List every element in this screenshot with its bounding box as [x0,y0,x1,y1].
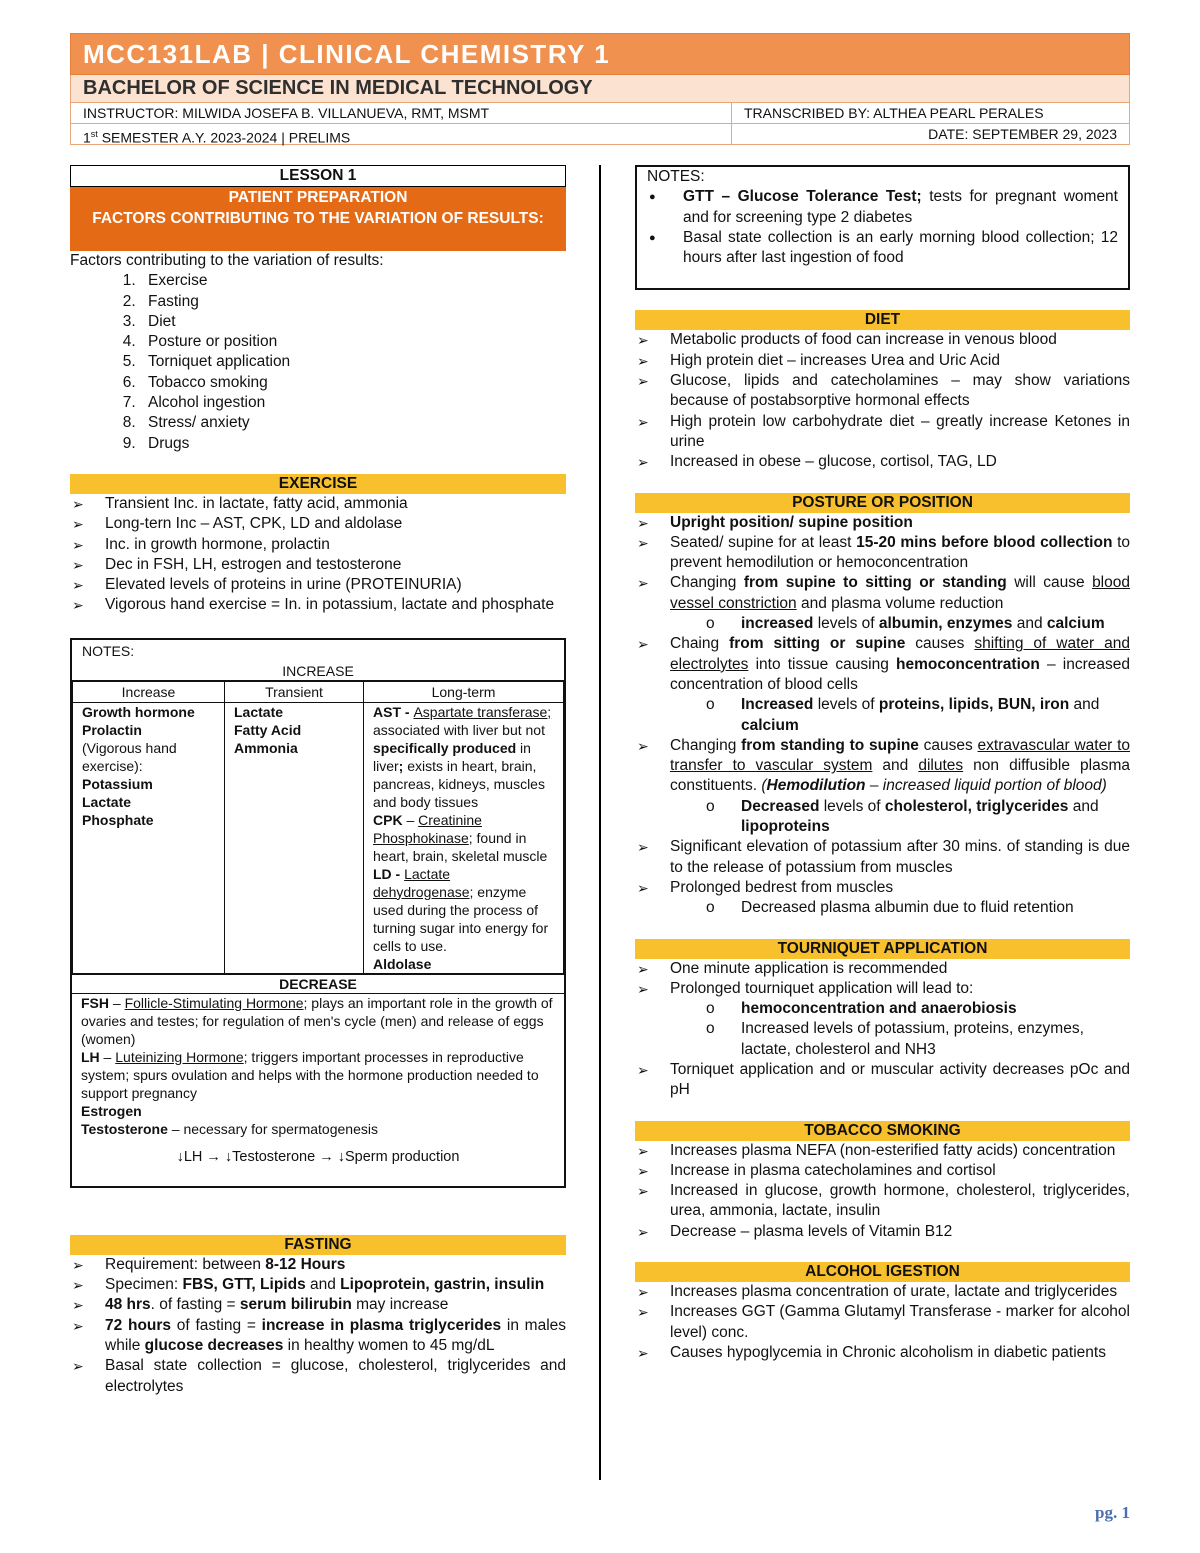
list-item [635,573,1130,614]
item-text: levels of [819,797,885,815]
list-item: 4. Posture or position [140,332,566,352]
list-item: 8. Stress/ anxiety [140,413,566,433]
item-text: dilutes [918,757,964,775]
factors-list [70,271,566,454]
program-title: BACHELOR OF SCIENCE IN MEDICAL TECHNOLOGY [70,75,1130,103]
left-column [70,165,566,1397]
item-text: Requirement: between [105,1255,266,1273]
cell-text: Phosphate [82,811,154,828]
cell-text: Fatty Acid [234,721,302,738]
item-text: Lipoprotein, gastrin, insulin [340,1276,545,1294]
list-item: ➢ Increased in obese – glucose, cortisol, TAG, LD [635,452,1130,472]
list-item: ➢ Causes hypoglycemia in Chronic alcoholism in diabetic patients [635,1343,1130,1363]
list-item: ➢ Glucose, lipids and catecholamines – may show variations because of postabsorptive hormonal effects [635,371,1130,412]
alcohol-heading: ALCOHOL IGESTION [635,1262,1130,1282]
notes-list [647,187,1118,268]
item-text: increased [741,615,814,633]
list-item: 9. Drugs [140,434,566,454]
item-text: extravascular water to transfer to vascular system [670,736,1131,775]
cell-text: LH [81,1048,100,1065]
posture-list-2 [635,634,1130,695]
cell-text: ; plays an important role in the growth of ovaries and testes; for regulation of men's cycle (men) and release of eggs (women) [81,994,553,1047]
cell-text: Creatinine Phosphokinase [373,811,482,846]
spacer [70,454,566,474]
cell-text: AST - [373,703,414,720]
item-text: cholesterol, triglycerides [884,797,1069,815]
list-item: ➢ Increased in glucose, growth hormone, cholesterol, triglycerides, urea, ammonia, lactate, insulin [635,1181,1130,1222]
cell-text: Testosterone [81,1120,168,1137]
cell-text: – [109,994,125,1011]
item-text: levels of [813,615,879,633]
decrease-heading: DECREASE [72,974,564,994]
factors-intro: Factors contributing to the variation of results: [70,252,384,269]
item-text: Changing [670,574,744,592]
glucose-notes-box [635,165,1130,290]
tobacco-list [635,1141,1130,1242]
list-item: 1. Exercise [140,271,566,291]
tourniquet-sublist [635,999,1130,1060]
item-text: shifting of water and electrolytes [670,635,1130,673]
item-text: 8-12 Hours [265,1255,346,1273]
item-text: in healthy women to 45 mg/dL [283,1336,495,1354]
transient-cell [225,702,364,973]
exercise-notes-box [70,638,566,1188]
item-text: 15-20 mins before blood collection [856,533,1113,551]
cell-text: Prolactin [82,721,142,738]
posture-sublist [635,614,1130,634]
posture-sublist-4 [635,898,1130,918]
list-item: o Decreased plasma albumin due to fluid retention [635,898,1130,918]
list-item: ➢ Prolonged tourniquet application will lead to: [635,979,1130,999]
exercise-list [70,494,566,616]
item-text: and plasma volume reduction [796,594,1004,612]
list-item: ➢ Increases plasma concentration of urate, lactate and triglycerides [635,1282,1130,1302]
list-item: ➢ Prolonged bedrest from muscles [635,878,1130,898]
item-text: serum bilirubin [239,1296,352,1314]
posture-list [635,513,1130,614]
item-text: causes [918,736,978,754]
list-item [70,1295,566,1315]
list-item [635,614,1130,634]
increase-cell [73,702,225,973]
item-text: lipoproteins [741,818,830,836]
item-text: increase in plasma triglycerides [261,1316,502,1334]
item-text: from standing to supine [741,736,919,754]
tourniquet-heading: TOURNIQUET APPLICATION [635,939,1130,959]
cell-text: FSH [81,994,109,1011]
list-item: 5. Torniquet application [140,352,566,372]
posture-sublist-2 [635,695,1130,736]
item-text: FBS, GTT, Lipids [182,1276,306,1294]
list-item: o Increased levels of potassium, proteins, enzymes, lactate, cholesterol and NH3 [635,1019,1130,1060]
item-text: causes [905,635,975,653]
list-item: ● Basal state collection is an early morning blood collection; 12 hours after last ingestion of food [647,228,1118,269]
item-text: Specimen: [105,1276,183,1294]
item-text: and [1068,797,1099,815]
cell-text: Aspartate transferase; [413,703,552,720]
cell-text: ; found in heart, brain, skeletal muscle [373,829,548,864]
spacer [635,290,1130,310]
cell-text: specifically produced [373,739,517,756]
cell-text: Lactate [82,793,132,810]
increase-heading: INCREASE [72,662,564,681]
increase-table [72,681,564,974]
semester-num: 1 [83,129,91,146]
list-item: ➢ Decrease – plasma levels of Vitamin B12 [635,1222,1130,1242]
hormone-arrow-line: ↓LH → ↓Testosterone → ↓Sperm production [176,1148,460,1165]
cell-text: Lactate [234,703,284,720]
posture-list-3 [635,736,1130,797]
cell-text: (Vigorous hand exercise): [82,739,177,774]
header-row-2 [70,124,1130,145]
cell-text: Luteinizing Hormone [115,1048,244,1065]
lesson-section-heading: FACTORS CONTRIBUTING TO THE VARIATION OF RESULTS: [70,208,566,251]
item-text: into tissue causing [748,655,896,673]
item-text: 48 hrs [105,1296,151,1314]
semester-text [71,124,732,144]
item-text: hemoconcentration [896,655,1040,673]
list-item: ➢ Dec in FSH, LH, estrogen and testosterone [70,555,566,575]
item-text: Seated/ supine for at least [670,533,857,551]
list-item: 3. Diet [140,312,566,332]
item-text: – increased concentration of blood cells [670,655,1130,693]
cell-text: Potassium [82,775,153,792]
semester-rest: SEMESTER A.Y. 2023-2024 | PRELIMS [97,129,351,146]
spacer [635,473,1130,493]
list-item [70,1275,566,1295]
item-text: in males while [105,1316,567,1354]
spacer [635,1242,1130,1262]
list-item: ➢ Increases GGT (Gamma Glutamyl Transferase - marker for alcohol level) conc. [635,1302,1130,1343]
list-item [635,999,1130,1019]
item-text: glucose decreases [144,1336,284,1354]
posture-sublist-3 [635,797,1130,838]
list-item: 2. Fasting [140,292,566,312]
item-text: from supine to sitting or standing [743,574,1007,592]
item-text: calcium [1046,615,1105,633]
spacer [70,1188,566,1235]
course-title: MCC131LAB | CLINICAL CHEMISTRY 1 [70,33,1130,75]
cell-text: Aldolase [373,955,432,972]
list-item: 6. Tobacco smoking [140,373,566,393]
instructor-text: INSTRUCTOR: MILWIDA JOSEFA B. VILLANUEVA, RMT, MSMT [71,103,732,123]
item-text: non diffusible plasma constituents. [670,757,1130,795]
page-number: pg. 1 [1095,1503,1130,1522]
item-text: . of fasting = [150,1296,240,1314]
item-text: GTT – Glucose Tolerance Test; [683,188,922,206]
list-item [635,797,1130,838]
cell-text: associated with liver but not [373,721,545,738]
diet-list [635,330,1130,472]
cell-text: Ammonia [234,739,298,756]
posture-heading: POSTURE OR POSITION [635,493,1130,513]
item-text: tests for pregnant woment and for screening type 2 diabetes [683,188,1118,226]
item-text: blood vessel constriction [670,574,1130,612]
cell-text: CPK [373,811,403,828]
item-text: calcium [741,716,799,734]
list-item: ➢ High protein low carbohydrate diet – greatly increase Ketones in urine [635,412,1130,453]
transcriber-text: TRANSCRIBED BY: ALTHEA PEARL PERALES [744,105,1044,121]
list-item: ➢ Significant elevation of potassium after 30 mins. of standing is due to the release of potassium from muscles [635,837,1130,878]
cell-text: – necessary for spermatogenesis [167,1120,378,1137]
list-item: ➢ High protein diet – increases Urea and Uric Acid [635,351,1130,371]
item-text: of fasting = [171,1316,262,1334]
spacer [635,919,1130,939]
column-divider [599,165,601,1480]
cell-text: Follicle-Stimulating Hormone [124,994,304,1011]
cell-text: in liver [373,739,531,774]
item-text: Upright position/ supine position [670,513,913,531]
list-item: ➢ Vigorous hand exercise = In. in potassium, lactate and phosphate [70,595,566,615]
cell-text: – [402,811,419,828]
list-item: ➢ One minute application is recommended [635,959,1130,979]
notes-label: NOTES: [647,168,705,185]
tourniquet-list [635,959,1130,1000]
cell-text: ; triggers important processes in reproductive system; spurs ovulation and helps with the hormone production needed to support pregnancy [81,1048,539,1101]
item-text: to prevent hemodilution or hemoconcentration [670,533,1130,572]
list-item [635,533,1130,574]
item-text: albumin, enzymes [878,615,1013,633]
long-term-cell [364,702,564,973]
list-item [70,1316,566,1357]
cell-text: ; [398,757,404,774]
lesson-topic: PATIENT PREPARATION [70,187,566,208]
list-item: ➢ Inc. in growth hormone, prolactin [70,535,566,555]
alcohol-list [635,1282,1130,1363]
spacer [70,616,566,638]
list-item: ➢ Increases plasma NEFA (non-esterified fatty acids) concentration [635,1141,1130,1161]
item-text: levels of [813,696,879,714]
fasting-list [70,1255,566,1397]
cell-text: exists in heart, brain, pancreas, kidneys, muscles and body tissues [373,757,545,810]
fasting-heading: FASTING [70,1235,566,1255]
item-text: Changing [670,736,742,754]
notes-label: NOTES: [82,642,135,659]
lesson-label: LESSON 1 [70,165,566,187]
cell-text: LD - [373,865,405,882]
diet-heading: DIET [635,310,1130,330]
list-item [647,187,1118,228]
right-column [635,165,1130,1363]
tourniquet-list-2 [635,1060,1130,1101]
item-text: – increased liquid portion of blood) [865,777,1107,795]
item-text: ( [761,777,767,795]
list-item: ➢ Long-tern Inc – AST, CPK, LD and aldolase [70,514,566,534]
decrease-body [72,994,564,1186]
item-text: and [1069,696,1100,714]
semester-sup: st [90,129,98,139]
spacer [635,1101,1130,1121]
column-header: Transient [225,681,364,702]
item-text: and [872,757,919,775]
column-header: Long-term [364,681,564,702]
item-text: 72 hours [105,1316,172,1334]
list-item: ➢ Increase in plasma catecholamines and cortisol [635,1161,1130,1181]
cell-text: Lactate dehydrogenase [373,865,470,900]
document-header [70,33,1130,145]
column-header: Increase [73,681,225,702]
item-text: will cause [1006,574,1093,592]
cell-text: Growth hormone [82,703,195,720]
header-row-1 [70,103,1130,124]
exercise-heading: EXERCISE [70,474,566,494]
date-text: DATE: SEPTEMBER 29, 2023 [928,126,1117,142]
list-item: ➢ Basal state collection = glucose, cholesterol, triglycerides and electrolytes [70,1356,566,1397]
item-text: Hemodilution [766,777,866,795]
list-item: ➢ Torniquet application and or muscular activity decreases pOc and pH [635,1060,1130,1101]
list-item [635,513,1130,533]
item-text: and [305,1276,341,1294]
table-header-row [73,681,564,702]
list-item [635,736,1130,797]
list-item [635,634,1130,695]
item-text: may increase [351,1296,449,1314]
list-item: ➢ Transient Inc. in lactate, fatty acid, ammonia [70,494,566,514]
table-row [73,702,564,973]
list-item [70,1255,566,1275]
cell-text: Estrogen [81,1102,142,1119]
list-item: 7. Alcohol ingestion [140,393,566,413]
item-text: from sitting or supine [729,635,906,653]
cell-text: – [99,1048,116,1065]
item-text: hemoconcentration and anaerobiosis [741,1000,1017,1018]
posture-list-4 [635,837,1130,898]
item-text: and [1012,615,1047,633]
list-item: ➢ Elevated levels of proteins in urine (PROTEINURIA) [70,575,566,595]
list-item: ➢ Metabolic products of food can increase in venous blood [635,330,1130,350]
cell-text: ; enzyme used during the process of turning sugar into energy for cells to use. [373,883,549,954]
item-text: proteins, lipids, BUN, iron [878,696,1070,714]
tobacco-heading: TOBACCO SMOKING [635,1121,1130,1141]
item-text: Decreased [741,797,820,815]
list-item [635,695,1130,736]
item-text: Increased [741,696,814,714]
item-text: Chaing [670,635,730,653]
